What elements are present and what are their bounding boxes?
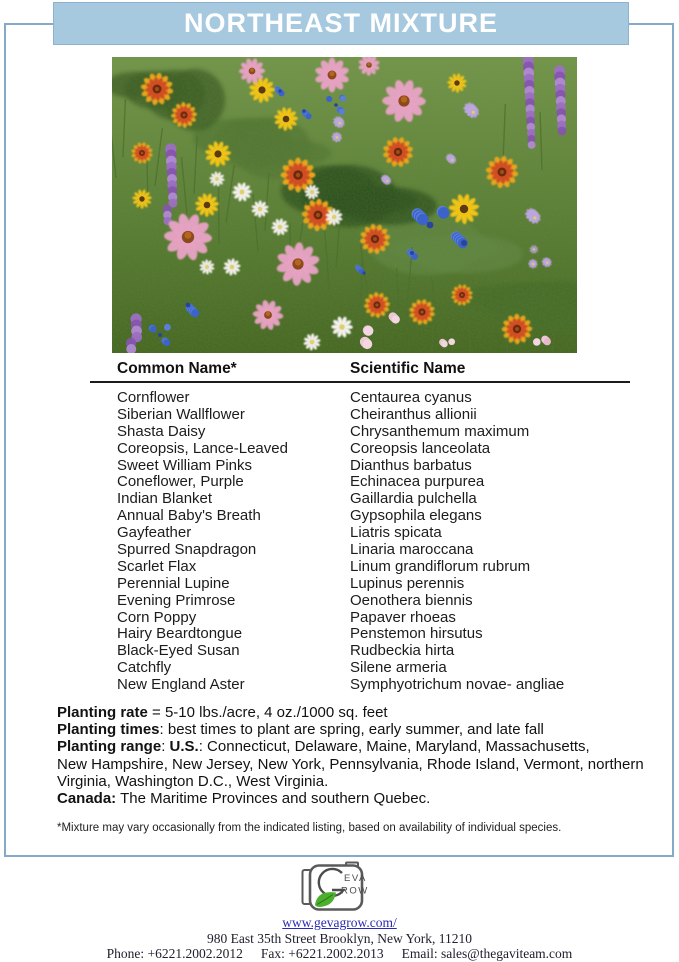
common-name-cell: Evening Primrose: [117, 591, 236, 609]
fax-number: Fax: +6221.2002.2013: [260, 946, 384, 962]
scientific-name-cell: Centaurea cyanus: [350, 388, 472, 406]
planting-range-line2: New Hampshire, New Jersey, New York, Pennsylvania, Rhode Island, Vermont, northern: [57, 755, 644, 773]
table-row: [117, 473, 564, 490]
scientific-name-cell: Gypsophila elegans: [350, 507, 482, 525]
gevagrow-logo: [299, 859, 381, 916]
common-name-cell: Black-Eyed Susan: [117, 642, 240, 660]
table-row: [117, 406, 564, 423]
mixture-disclaimer: *Mixture may vary occasionally from the indicated listing, based on availability of individual species.: [57, 822, 562, 834]
common-name-cell: Siberian Wallflower: [117, 405, 245, 423]
address-line: 980 East 35th Street Brooklyn, New York, 11210: [207, 930, 472, 946]
footer: [0, 915, 679, 962]
logo-text-row: ROW: [341, 885, 369, 897]
page-title: NORTHEAST MIXTURE: [184, 8, 498, 38]
scientific-name-cell: Papaver rhoeas: [350, 608, 456, 626]
contact-line: [0, 946, 679, 962]
scientific-name-cell: Dianthus barbatus: [350, 456, 472, 474]
column-header-common-name: Common Name*: [117, 360, 237, 377]
planting-range-line: Planting range: U.S.: Connecticut, Delaware, Maine, Maryland, Massachusetts,: [57, 738, 590, 756]
table-row: [117, 541, 564, 558]
scientific-name-cell: Penstemon hirsutus: [350, 625, 483, 643]
table-row: [117, 490, 564, 507]
table-row: [117, 558, 564, 575]
common-name-cell: Corn Poppy: [117, 608, 197, 626]
planting-info: [57, 704, 657, 807]
scientific-name-cell: Liatris spicata: [350, 524, 442, 542]
website-link[interactable]: www.gevagrow.com/: [282, 915, 397, 930]
table-row: [117, 389, 564, 406]
planting-rate-label: Planting rate: [57, 704, 148, 721]
table-row: [117, 575, 564, 592]
common-name-cell: Perennial Lupine: [117, 574, 230, 592]
title-bar: [53, 2, 629, 45]
table-row: [117, 440, 564, 457]
table-row: [117, 659, 564, 676]
common-name-cell: Hairy Beardtongue: [117, 625, 243, 643]
common-name-cell: Sweet William Pinks: [117, 456, 253, 474]
common-name-cell: Annual Baby's Breath: [117, 507, 261, 525]
scientific-name-cell: Echinacea purpurea: [350, 473, 485, 491]
scientific-name-cell: Coreopsis lanceolata: [350, 439, 491, 457]
common-name-cell: Scarlet Flax: [117, 557, 197, 575]
common-name-cell: Coreopsis, Lance-Leaved: [117, 439, 288, 457]
common-name-cell: Spurred Snapdragon: [117, 540, 257, 558]
planting-range-label: Planting range: [57, 738, 162, 756]
common-name-cell: Catchfly: [117, 659, 172, 677]
table-header-rule: [90, 381, 630, 383]
scientific-name-cell: Cheiranthus allionii: [350, 405, 477, 423]
scientific-name-cell: Chrysanthemum maximum: [350, 422, 530, 440]
us-label: U.S.: [169, 738, 199, 756]
planting-times-label: Planting times: [57, 721, 160, 739]
table-row: [117, 642, 564, 659]
species-table: [117, 389, 564, 693]
table-row: [117, 592, 564, 609]
scientific-name-cell: Rudbeckia hirta: [350, 642, 455, 660]
table-row: [117, 625, 564, 642]
table-row: [117, 423, 564, 440]
common-name-cell: Coneflower, Purple: [117, 473, 244, 491]
scientific-name-cell: Oenothera biennis: [350, 591, 473, 609]
table-row: [117, 507, 564, 524]
common-name-cell: Gayfeather: [117, 524, 192, 542]
canada-label: Canada:: [57, 790, 117, 808]
table-row: [117, 676, 564, 693]
common-name-cell: New England Aster: [117, 676, 245, 694]
planting-range-line3: Virginia, Washington D.C., West Virginia.: [57, 772, 329, 790]
phone-number: Phone: +6221.2002.2012: [106, 946, 243, 962]
scientific-name-cell: Lupinus perennis: [350, 574, 465, 592]
scientific-name-cell: Linum grandiflorum rubrum: [350, 557, 531, 575]
table-row: [117, 524, 564, 541]
logo-text-eva: EVA: [344, 873, 367, 884]
wildflower-meadow-photo: [112, 57, 577, 353]
table-row: [117, 457, 564, 474]
common-name-cell: Cornflower: [117, 388, 190, 406]
email-address: Email: sales@thegaviteam.com: [401, 946, 573, 962]
canada-line: Canada: The Maritime Provinces and southern Quebec.: [57, 790, 431, 808]
planting-times-line: Planting times: best times to plant are spring, early summer, and late fall: [57, 721, 544, 739]
column-header-scientific-name: Scientific Name: [350, 360, 466, 377]
common-name-cell: Shasta Daisy: [117, 422, 206, 440]
scientific-name-cell: Linaria maroccana: [350, 540, 474, 558]
scientific-name-cell: Gaillardia pulchella: [350, 490, 477, 508]
table-row: [117, 609, 564, 626]
planting-rate-line: Planting rate = 5-10 lbs./acre, 4 oz./1000 sq. feet: [57, 704, 388, 721]
common-name-cell: Indian Blanket: [117, 490, 213, 508]
scientific-name-cell: Symphyotrichum novae- angliae: [350, 676, 565, 694]
scientific-name-cell: Silene armeria: [350, 659, 447, 677]
